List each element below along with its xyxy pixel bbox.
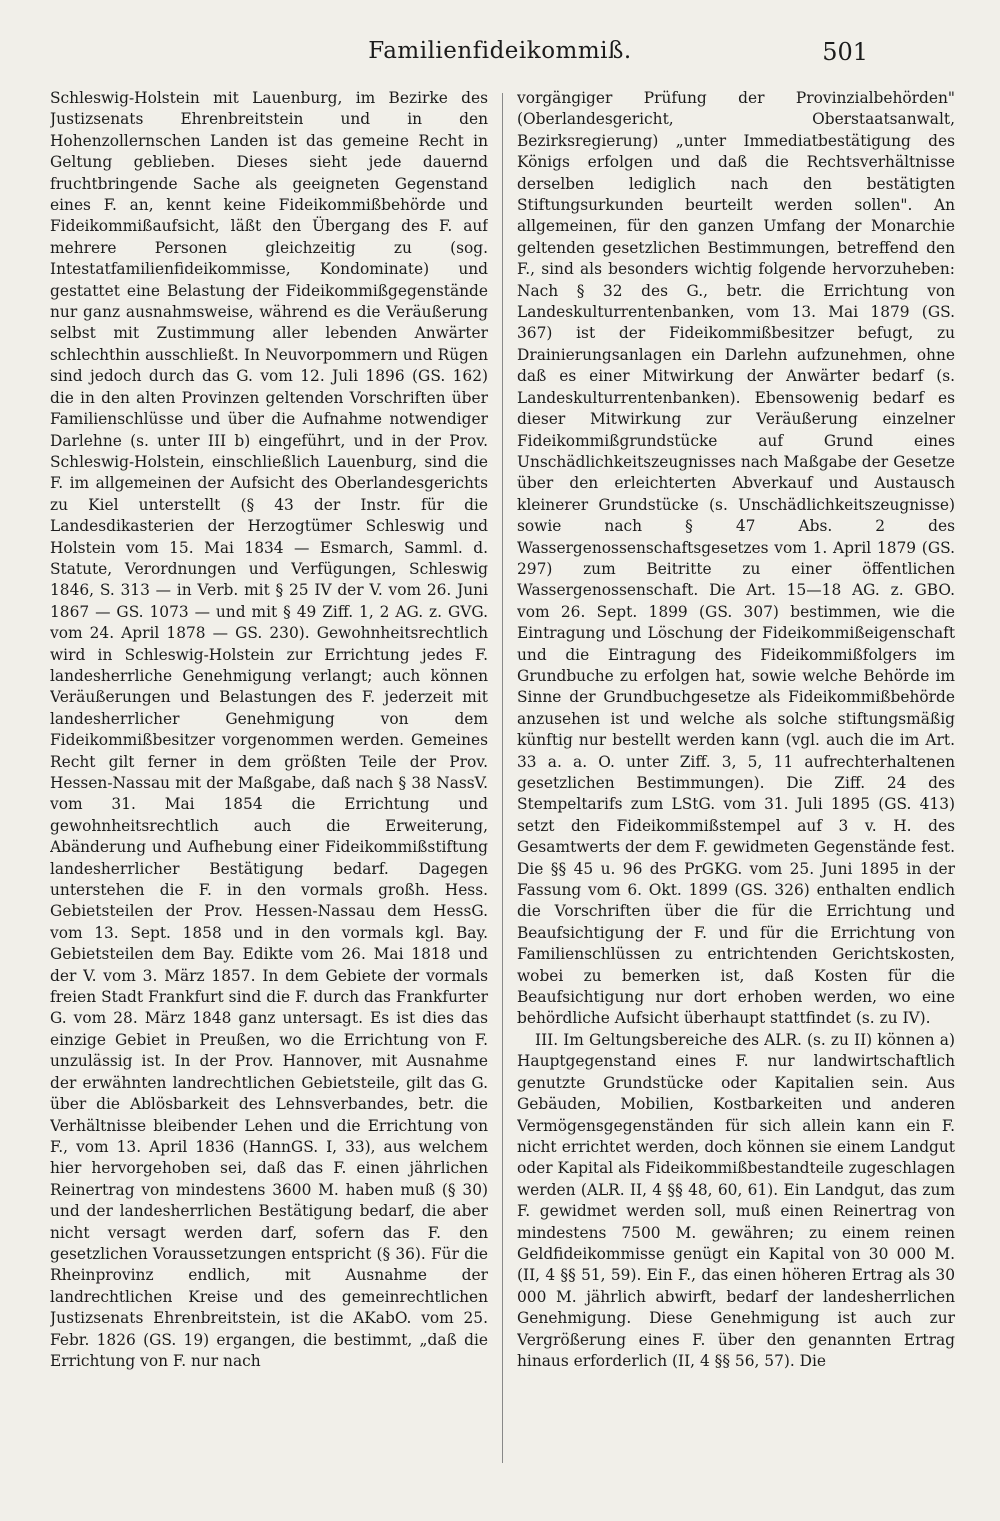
paragraph: III. Im Geltungsbereiche des ALR. (s. zu II) können a) Hauptgegenstand eines F. nur landwirtschaftlich genutzte Grundstücke oder Kapitalien sein. Aus Gebäuden, Mobilien, Kostbarkeiten und anderen Vermögensgegenständen für sich allein kann ein F. nicht errichtet werden, doch können sie einem Landgut oder Kapital als Fideikommißbestandteile zugeschlagen werden (ALR. II, 4 §§ 48, 60, 61). Ein Landgut, das zum F. gewidmet werden soll, muß einen Reinertrag von mindestens 7500 M. gewähren; zu einem reinen Geldfideikommisse genügt ein Kapital von 30 000 M. (II, 4 §§ 51, 59). Ein F., das einen höheren Ertrag als 30 000 M. jährlich abwirft, bedarf der landesherrlichen Genehmigung. Diese Genehmigung ist auch zur Vergrößerung eines F. über den genannten Ertrag hinaus erforderlich (II, 4 §§ 56, 57). Die bbox=[517, 1030, 955, 1370]
page-number: 501 bbox=[822, 38, 868, 66]
left-column bbox=[50, 88, 488, 1488]
running-title: Familienfideikommiß. bbox=[368, 38, 632, 64]
column-divider bbox=[502, 93, 503, 1463]
text-columns bbox=[50, 88, 955, 1488]
paragraph: vorgängiger Prüfung der Provinzialbehörden" (Oberlandesgericht, Oberstaatsanwalt, Bezirksregierung) „unter Immediatbestätigung des Königs erfolgen und daß die Rechtsverhältnisse derselben lediglich nach den bestätigten Stiftungsurkunden beurteilt werden sollen". An allgemeinen, für den ganzen Umfang der Monarchie geltenden gesetzlichen Bestimmungen, betreffend den F., sind als besonders wichtig folgende hervorzuheben: Nach § 32 des G., betr. die Errichtung von Landeskulturrentenbanken, vom 13. Mai 1879 (GS. 367) ist der Fideikommißbesitzer befugt, zu Drainierungsanlagen ein Darlehn aufzunehmen, ohne daß es einer Mitwirkung der Anwärter bedarf (s. Landeskulturrentenbanken). Ebensowenig bedarf es dieser Mitwirkung zur Veräußerung einzelner Fideikommißgrundstücke auf Grund eines Unschädlichkeitszeugnisses nach Maßgabe der Gesetze über den erleichterten Abverkauf und Austausch kleinerer Grundstücke (s. Unschädlichkeitszeugnisse) sowie nach § 47 Abs. 2 des Wassergenossenschaftsgesetzes vom 1. April 1879 (GS. 297) zum Beitritte zu einer öffentlichen Wassergenossenschaft. Die Art. 15—18 AG. z. GBO. vom 26. Sept. 1899 (GS. 307) bestimmen, wie die Eintragung und Löschung der Fideikommißeigenschaft und die Eintragung des Fideikommißfolgers im Grundbuche zu erfolgen hat, sowie welche Behörde im Sinne der Grundbuchgesetze als Fideikommißbehörde anzusehen ist und welche als solche stiftungsmäßig künftig nur bestellt werden kann (vgl. auch die im Art. 33 a. a. O. unter Ziff. 3, 5, 11 aufrechterhaltenen gesetzlichen Bestimmungen). Die Ziff. 24 des Stempeltarifs zum LStG. vom 31. Juli 1895 (GS. 413) setzt den Fideikommißstempel auf 3 v. H. des Gesamtwerts der dem F. gewidmeten Gegenstände fest. Die §§ 45 u. 96 des PrGKG. vom 25. Juni 1895 in der Fassung vom 6. Okt. 1899 (GS. 326) enthalten endlich die Vorschriften über die für die Errichtung und Beaufsichtigung der F. und für die Errichtung von Familienschlüssen zu entrichtenden Gerichtskosten, wobei zu bemerken ist, daß Kosten für die Beaufsichtigung nur dort erhoben werden, wo eine behördliche Aufsicht überhaupt stattfindet (s. zu IV). bbox=[517, 89, 955, 1028]
page-header bbox=[0, 38, 1000, 78]
paragraph: Schleswig-Holstein mit Lauenburg, im Bezirke des Justizsenats Ehrenbreitstein und in den Hohenzollernschen Landen ist das gemeine Recht in Geltung geblieben. Dieses sieht jede dauernd fruchtbringende Sache als geeigneten Gegenstand eines F. an, kennt keine Fideikommißbehörde und Fideikommißaufsicht, läßt den Übergang des F. auf mehrere Personen gleichzeitig zu (sog. Intestatfamilienfideikommisse, Kondominate) und gestattet eine Belastung der Fideikommißgegenstände nur ganz ausnahmsweise, während es die Veräußerung selbst mit Zustimmung aller lebenden Anwärter schlechthin ausschließt. In Neuvorpommern und Rügen sind jedoch durch das G. vom 12. Juli 1896 (GS. 162) die in den alten Provinzen geltenden Vorschriften über Familienschlüsse und über die Aufnahme notwendiger Darlehne (s. unter III b) eingeführt, und in der Prov. Schleswig-Holstein, einschließlich Lauenburg, sind die F. im allgemeinen der Aufsicht des Oberlandesgerichts zu Kiel unterstellt (§ 43 der Instr. für die Landesdikasterien der Herzogtümer Schleswig und Holstein vom 15. Mai 1834 — Esmarch, Samml. d. Statute, Verordnungen und Verfügungen, Schleswig 1846, S. 313 — in Verb. mit § 25 IV der V. vom 26. Juni 1867 — GS. 1073 — und mit § 49 Ziff. 1, 2 AG. z. GVG. vom 24. April 1878 — GS. 230). Gewohnheitsrechtlich wird in Schleswig-Holstein zur Errichtung jedes F. landesherrliche Genehmigung verlangt; auch können Veräußerungen und Belastungen des F. jederzeit mit landesherrlicher Genehmigung von dem Fideikommißbesitzer vorgenommen werden. Gemeines Recht gilt ferner in dem größten Teile der Prov. Hessen-Nassau mit der Maßgabe, daß nach § 38 NassV. vom 31. Mai 1854 die Errichtung und gewohnheitsrechtlich auch die Erweiterung, Abänderung und Aufhebung einer Fideikommißstiftung landesherrlicher Bestätigung bedarf. Dagegen unterstehen die F. in den vormals großh. Hess. Gebietsteilen der Prov. Hessen-Nassau dem HessG. vom 13. Sept. 1858 und in den vormals kgl. Bay. Gebietsteilen dem Bay. Edikte vom 26. Mai 1818 und der V. vom 3. März 1857. In dem Gebiete der vormals freien Stadt Frankfurt sind die F. durch das Frankfurter G. vom 28. März 1848 ganz untersagt. Es ist dies das einzige Gebiet in Preußen, wo die Errichtung von F. unzulässig ist. In der Prov. Hannover, mit Ausnahme der erwähnten landrechtlichen Gebietsteile, gilt das G. über die Ablösbarkeit des Lehnsverbandes, betr. die Verhältnisse bleibender Lehen und die Errichtung von F., vom 13. April 1836 (HannGS. I, 33), aus welchem hier hervorgehoben sei, daß das F. einen jährlichen Reinertrag von mindestens 3600 M. haben muß (§ 30) und der landesherrlichen Bestätigung bedarf, die aber nicht versagt werden darf, sofern das F. den gesetzlichen Voraussetzungen entspricht (§ 36). Für die Rheinprovinz endlich, mit Ausnahme der landrechtlichen Kreise und des gemeinrechtlichen Justizsenats Ehrenbreitstein, ist die AKabO. vom 25. Febr. 1826 (GS. 19) ergangen, die bestimmt, „daß die Errichtung von F. nur nach bbox=[50, 89, 488, 1370]
right-column bbox=[517, 88, 955, 1488]
